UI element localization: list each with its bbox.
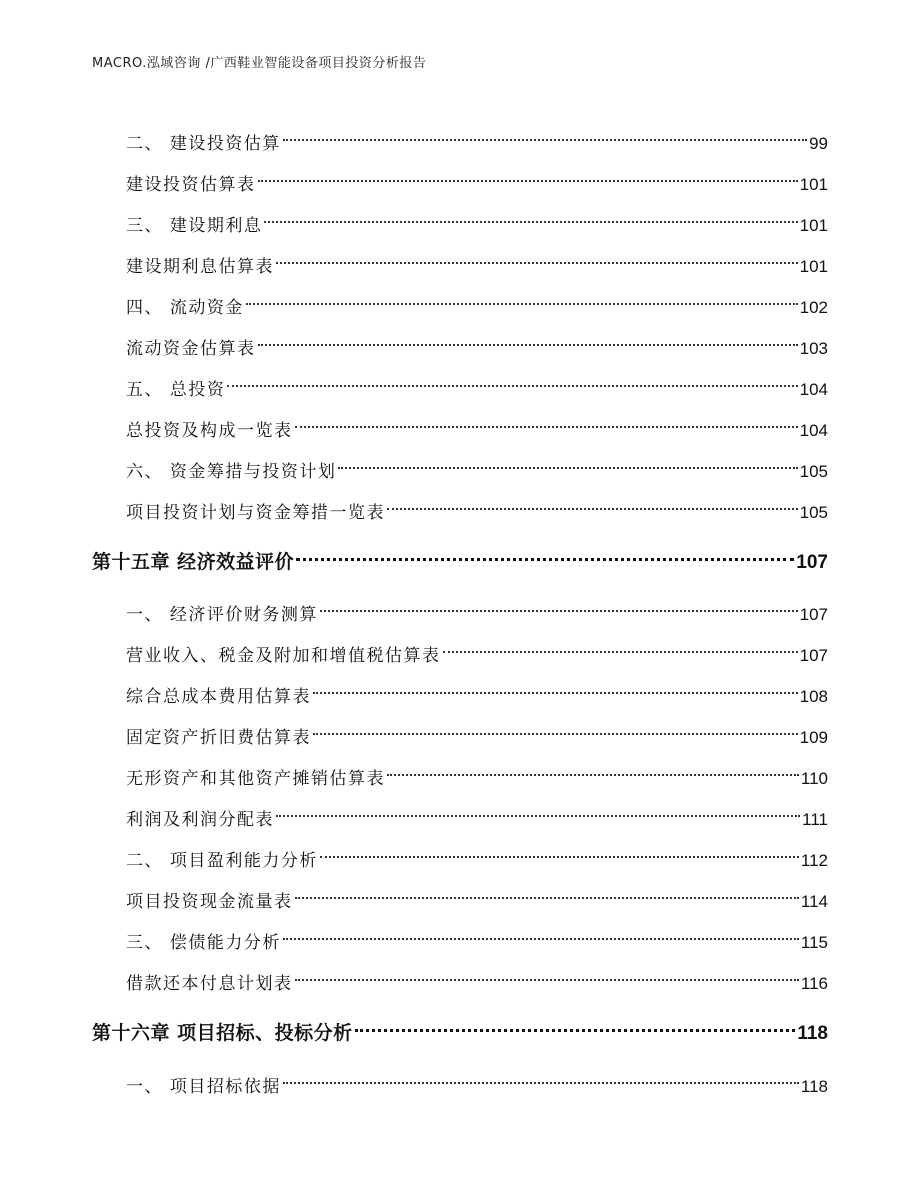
toc-chapter[interactable] [92, 540, 828, 573]
toc-entry-page: 107 [799, 646, 828, 665]
toc-entry-page: 112 [800, 851, 828, 870]
toc-entry[interactable] [126, 920, 828, 953]
toc-entry-page: 101 [799, 257, 828, 276]
toc-leader-dots [295, 408, 798, 436]
toc-entry-title: 一、 经济评价财务测算 [126, 605, 318, 625]
toc-entry[interactable] [126, 592, 828, 625]
toc-leader-dots [264, 203, 797, 231]
toc-entry-title: 三、 建设期利息 [126, 216, 263, 236]
toc-leader-dots [296, 540, 794, 568]
toc-leader-dots [387, 756, 799, 784]
toc-entry[interactable] [126, 449, 828, 482]
toc-entry-title: 二、 建设投资估算 [126, 134, 281, 154]
toc-entry[interactable] [126, 797, 828, 830]
toc-chapter[interactable] [92, 1011, 828, 1044]
toc-entry-title: 借款还本付息计划表 [126, 974, 293, 994]
toc-entry-title: 建设期利息估算表 [126, 257, 274, 277]
toc-entry-page: 99 [809, 134, 828, 153]
toc-entry-title: 总投资及构成一览表 [126, 421, 293, 441]
toc-entry-page: 102 [799, 298, 828, 317]
toc-entry-title: 项目投资现金流量表 [126, 892, 293, 912]
toc-entry[interactable] [126, 244, 828, 277]
toc-leader-dots [283, 1064, 799, 1092]
toc-entry-title: 一、 项目招标依据 [126, 1077, 281, 1097]
toc-entry-page: 111 [802, 810, 828, 829]
toc-entry-title: 流动资金估算表 [126, 339, 256, 359]
toc-entry-title: 综合总成本费用估算表 [126, 687, 311, 707]
toc-leader-dots [355, 1011, 796, 1039]
toc-entry-title: 固定资产折旧费估算表 [126, 728, 311, 748]
toc-entry[interactable] [126, 490, 828, 523]
toc-entry-page: 116 [800, 974, 828, 993]
toc-leader-dots [227, 367, 797, 395]
toc-leader-dots [320, 592, 798, 620]
toc-entry-page: 115 [800, 933, 828, 952]
toc-entry-page: 108 [799, 687, 828, 706]
toc-entry-title: 营业收入、税金及附加和增值税估算表 [126, 646, 441, 666]
toc-entry-page: 107 [799, 605, 828, 624]
toc-entry-title: 建设投资估算表 [126, 175, 256, 195]
toc-entry-title: 三、 偿债能力分析 [126, 933, 281, 953]
toc-entry-title: 五、 总投资 [126, 380, 226, 400]
toc-chapter-page: 107 [796, 552, 828, 573]
toc-entry[interactable] [126, 121, 828, 154]
toc-entry-page: 105 [799, 503, 828, 522]
toc-leader-dots [295, 879, 799, 907]
toc-entry[interactable] [126, 162, 828, 195]
toc-entry[interactable] [126, 408, 828, 441]
toc-entry-page: 104 [799, 421, 828, 440]
toc-entry-title: 六、 资金筹措与投资计划 [126, 462, 337, 482]
toc-entry[interactable] [126, 756, 828, 789]
toc-entry[interactable] [126, 367, 828, 400]
toc-leader-dots [258, 326, 798, 354]
toc-entry[interactable] [126, 879, 828, 912]
toc-entry-title: 四、 流动资金 [126, 298, 244, 318]
toc-leader-dots [283, 121, 807, 149]
toc-entry[interactable] [126, 838, 828, 871]
toc-entry-page: 103 [799, 339, 828, 358]
toc-entry-page: 110 [800, 769, 828, 788]
toc-entry[interactable] [126, 961, 828, 994]
toc-chapter-title: 第十五章 经济效益评价 [92, 551, 295, 573]
toc-entry-page: 109 [799, 728, 828, 747]
toc-entry-title: 利润及利润分配表 [126, 810, 274, 830]
toc-leader-dots [295, 961, 799, 989]
toc-leader-dots [276, 797, 800, 825]
toc-entry-title: 二、 项目盈利能力分析 [126, 851, 318, 871]
toc-entry-page: 118 [800, 1077, 828, 1096]
toc-leader-dots [443, 633, 798, 661]
toc-leader-dots [283, 920, 799, 948]
toc-entry[interactable] [126, 203, 828, 236]
toc-leader-dots [276, 244, 798, 272]
toc-leader-dots [320, 838, 799, 866]
toc-leader-dots [258, 162, 798, 190]
toc-entry-page: 114 [800, 892, 828, 911]
toc-leader-dots [338, 449, 797, 477]
toc-entry-page: 105 [799, 462, 828, 481]
toc-entry-title: 无形资产和其他资产摊销估算表 [126, 769, 385, 789]
toc-entry[interactable] [126, 326, 828, 359]
toc-leader-dots [387, 490, 798, 518]
toc-leader-dots [313, 674, 798, 702]
toc-leader-dots [313, 715, 798, 743]
toc-entry-page: 104 [799, 380, 828, 399]
toc-entry-page: 101 [799, 175, 828, 194]
toc-entry-page: 101 [799, 216, 828, 235]
toc-chapter-page: 118 [797, 1023, 828, 1044]
toc-entry[interactable] [126, 715, 828, 748]
toc-entry-title: 项目投资计划与资金筹措一览表 [126, 503, 385, 523]
toc-entry[interactable] [126, 633, 828, 666]
page-header: MACRO.泓域咨询 /广西鞋业智能设备项目投资分析报告 [92, 56, 427, 71]
toc-entry[interactable] [126, 1064, 828, 1097]
toc-leader-dots [246, 285, 798, 313]
toc-entry[interactable] [126, 674, 828, 707]
toc-entry[interactable] [126, 285, 828, 318]
toc-chapter-title: 第十六章 项目招标、投标分析 [92, 1022, 353, 1044]
